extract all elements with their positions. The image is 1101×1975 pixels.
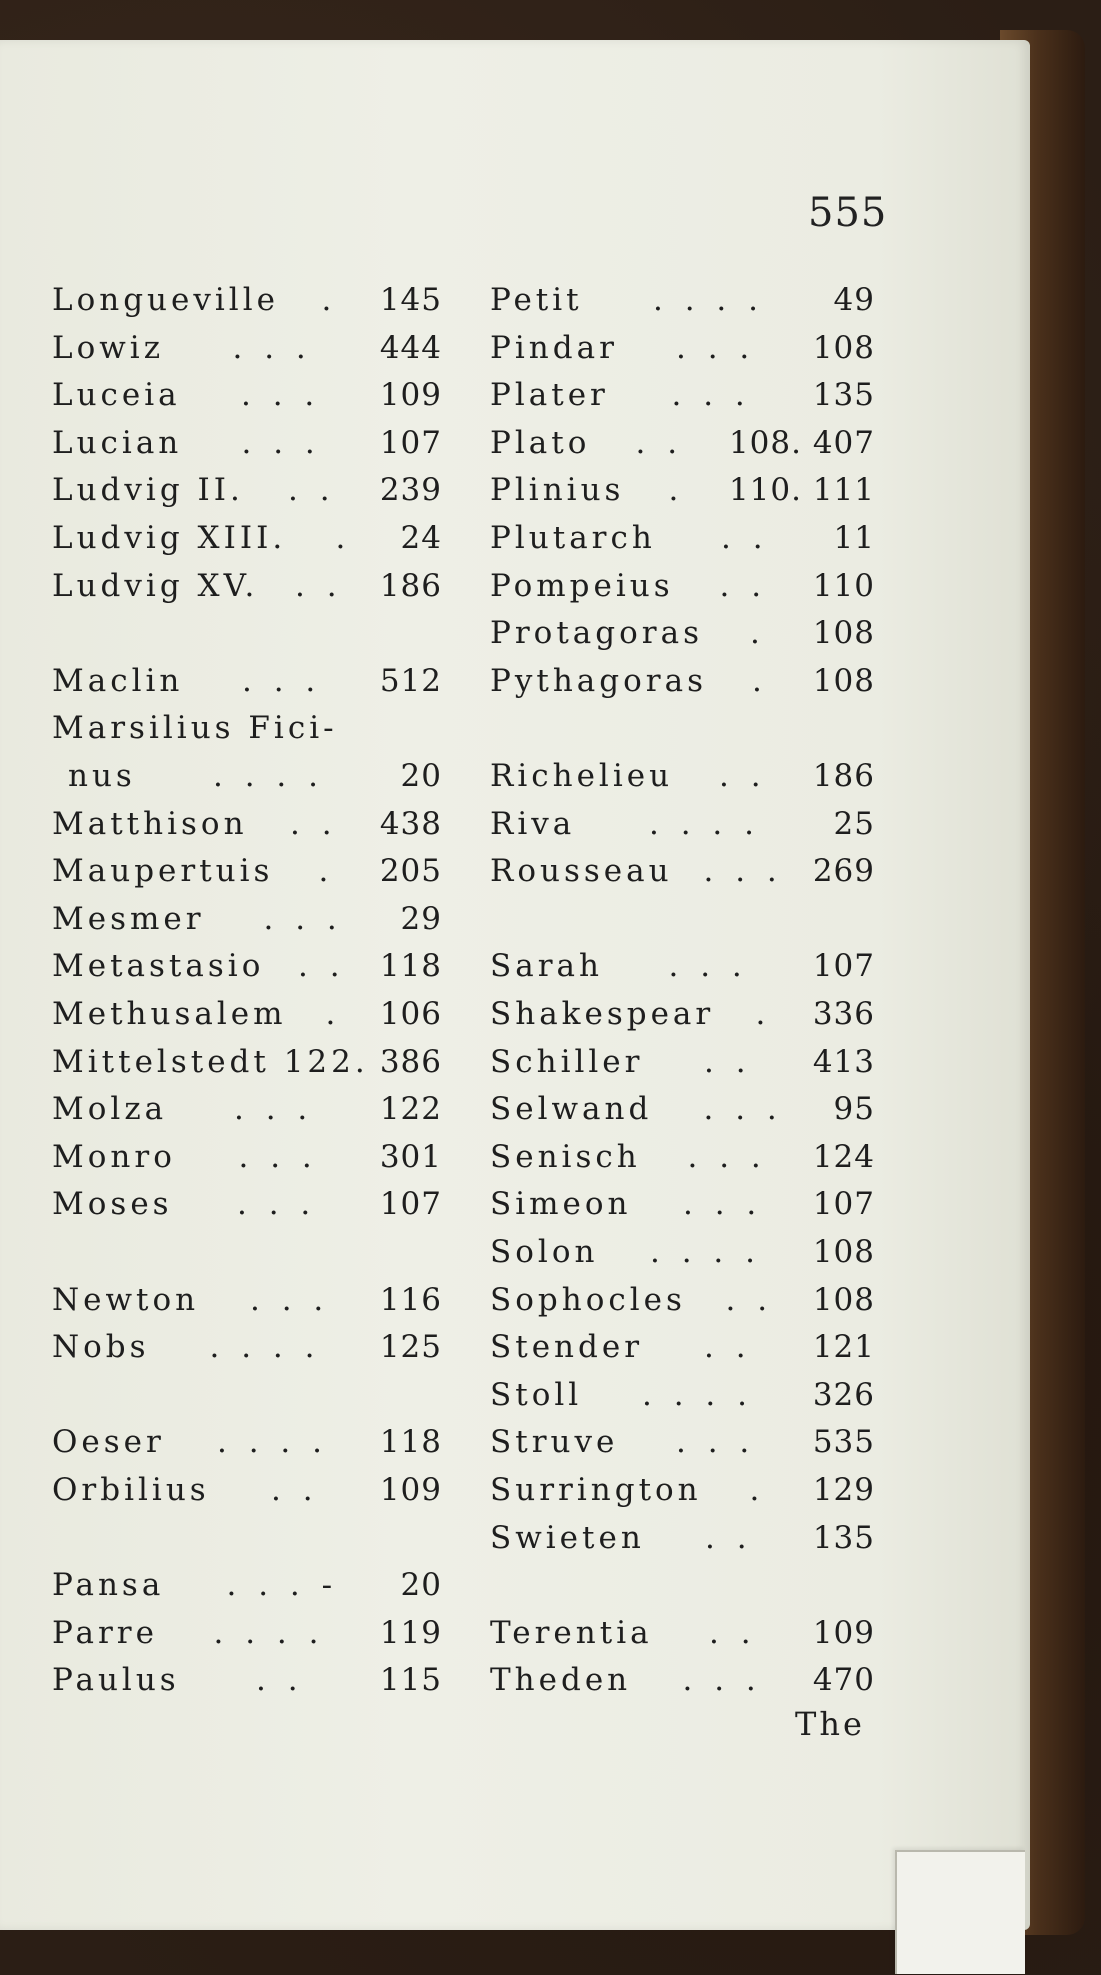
entry-name: Moses [52, 1186, 173, 1223]
index-entry [490, 520, 875, 566]
entry-name: Nobs [52, 1329, 150, 1366]
entry-name: Richelieu [490, 758, 674, 794]
entry-page-numbers: 125 [379, 1329, 442, 1366]
entry-leader-dots: . . . [682, 1662, 762, 1699]
index-entry [490, 806, 875, 852]
entry-name: Rousseau [490, 853, 673, 890]
index-entry [52, 1662, 442, 1708]
entry-name: Lucian [52, 424, 183, 461]
index-entry [490, 1520, 875, 1566]
catchword: The [795, 1705, 865, 1743]
entry-leader-dots: . [325, 996, 342, 1032]
index-entry [490, 1615, 875, 1661]
entry-leader-dots: . . [704, 1329, 752, 1366]
paper-repair-patch [895, 1850, 1025, 1974]
entry-leader-dots: . . . - [226, 1567, 339, 1604]
index-entry [52, 282, 442, 328]
entry-page-numbers: 29 [400, 900, 442, 937]
entry-leader-dots: . . . [241, 424, 321, 461]
index-entry [490, 425, 875, 471]
index-entry [490, 758, 875, 804]
index-entry [490, 1234, 875, 1280]
entry-page-numbers: 413 [812, 1043, 875, 1080]
entry-name: Plater [490, 377, 609, 414]
index-entry [490, 377, 875, 423]
entry-page-numbers: 20 [400, 1567, 442, 1604]
entry-page-numbers: 186 [379, 567, 442, 604]
entry-name: Theden [490, 1662, 632, 1699]
entry-page-numbers: 20 [400, 758, 442, 794]
entry-name: Marsilius Fici- [52, 710, 338, 747]
index-entry [490, 1044, 875, 1090]
entry-name: Petit [490, 282, 583, 318]
entry-page-numbers: 124 [812, 1138, 875, 1175]
entry-leader-dots: . [752, 662, 768, 699]
entry-leader-dots: . . [295, 567, 343, 604]
entry-name: Protagoras [490, 615, 703, 652]
entry-page-numbers: 118 [379, 1424, 442, 1461]
entry-page-numbers: 108 [812, 662, 875, 699]
entry-leader-dots: . . . . [209, 1329, 321, 1366]
entry-page-numbers: 444 [379, 329, 442, 366]
index-entry [52, 1139, 442, 1185]
index-entry [52, 568, 442, 614]
entry-leader-dots: . . . . [217, 1424, 328, 1461]
entry-name: Terentia [490, 1614, 653, 1651]
entry-leader-dots: . . . [232, 329, 312, 366]
index-entry [490, 330, 875, 376]
entry-leader-dots: . . . [242, 662, 322, 699]
entry-name: Selwand [490, 1091, 653, 1128]
entry-name: Pansa [52, 1567, 165, 1604]
index-entry [490, 1662, 875, 1708]
entry-leader-dots: . . . [683, 1186, 763, 1223]
entry-name: Surrington [490, 1472, 702, 1508]
index-entry [52, 1091, 442, 1137]
index-entry [490, 996, 875, 1042]
entry-page-numbers: 109 [379, 1472, 442, 1508]
entry-name: Ludvig II. [52, 472, 244, 509]
entry-leader-dots: . . . . [649, 805, 760, 842]
entry-name: Plinius [490, 472, 625, 509]
entry-leader-dots: . . . . [653, 282, 764, 318]
entry-name: Oeser [52, 1424, 165, 1461]
entry-page-numbers: 326 [812, 1376, 875, 1413]
entry-name: Pompeius [490, 567, 674, 604]
entry-name: Swieten [490, 1519, 645, 1556]
entry-name: Paulus [52, 1662, 180, 1699]
index-entry [52, 663, 442, 709]
index-entry [52, 1567, 442, 1613]
entry-page-numbers: 135 [812, 1519, 875, 1556]
entry-leader-dots: . . [719, 567, 768, 604]
entry-page-numbers: 108 [812, 1281, 875, 1318]
entry-leader-dots: . [750, 615, 766, 652]
index-entry [52, 1186, 442, 1232]
entry-page-numbers: 269 [812, 853, 875, 890]
index-entry [490, 1091, 875, 1137]
entry-name: Longueville [52, 282, 279, 318]
entry-leader-dots: . . . . [213, 1614, 325, 1651]
entry-leader-dots: . . . [671, 377, 751, 414]
entry-leader-dots: . . . . [642, 1376, 753, 1413]
entry-page-numbers: 95 [833, 1091, 875, 1128]
index-entry [52, 425, 442, 471]
entry-page-numbers: 109 [379, 377, 442, 414]
index-entry [52, 806, 442, 852]
entry-page-numbers: 110 [812, 567, 875, 604]
entry-leader-dots: . . . [238, 1138, 318, 1175]
index-entry [52, 1424, 442, 1470]
entry-name: Parre [52, 1614, 158, 1651]
entry-name: Molza [52, 1091, 168, 1128]
index-entry [52, 377, 442, 423]
entry-leader-dots: . . . [676, 1424, 756, 1461]
index-entry [490, 568, 875, 614]
entry-page-numbers: 205 [379, 853, 442, 890]
index-entry [490, 663, 875, 709]
entry-leader-dots: . . . . [213, 758, 324, 794]
entry-leader-dots: . . . [703, 853, 783, 890]
entry-name: Senisch [490, 1138, 641, 1175]
index-entry [52, 758, 442, 804]
index-entry [490, 853, 875, 899]
entry-page-numbers: 109 [812, 1614, 875, 1651]
index-entry [490, 1282, 875, 1328]
entry-name: Stender [490, 1329, 644, 1366]
entry-name: Pythagoras [490, 662, 707, 699]
entry-leader-dots: . . . [250, 1281, 330, 1318]
index-entry [52, 710, 442, 756]
entry-leader-dots: . . [704, 1043, 752, 1080]
index-entry [52, 1044, 442, 1090]
entry-name: Ludvig XV. [52, 567, 259, 604]
index-entry [52, 1472, 442, 1518]
index-entry [52, 520, 442, 566]
entry-name: Riva [490, 805, 576, 842]
entry-leader-dots: . . . . [650, 1234, 761, 1270]
entry-page-numbers: 107 [379, 424, 442, 461]
entry-leader-dots: . [335, 520, 352, 556]
entry-leader-dots: . . [256, 1662, 304, 1699]
entry-leader-dots: . . . [234, 1091, 314, 1128]
entry-name: Lowiz [52, 329, 165, 366]
entry-leader-dots: . . [705, 1519, 753, 1556]
entry-page-numbers: 24 [400, 520, 442, 556]
index-entry [52, 472, 442, 518]
entry-page-numbers: 121 [812, 1329, 875, 1366]
entry-page-numbers: 11 [833, 520, 875, 556]
entry-page-numbers: 135 [812, 377, 875, 414]
entry-name: Maupertuis [52, 853, 274, 890]
entry-page-numbers: 438 [379, 805, 442, 842]
index-entry [52, 853, 442, 899]
entry-leader-dots: . [749, 1472, 766, 1508]
entry-page-numbers: 49 [833, 282, 875, 318]
entry-name: Plutarch [490, 520, 656, 556]
entry-leader-dots: . . [290, 805, 338, 842]
index-entry [52, 901, 442, 947]
entry-name: Schiller [490, 1043, 644, 1080]
entry-name: Struve [490, 1424, 619, 1461]
entry-name: Matthison [52, 805, 248, 842]
index-entry [490, 1329, 875, 1375]
entry-name: Pindar [490, 329, 618, 366]
entry-page-numbers: 115 [379, 1662, 442, 1699]
index-entry [52, 1329, 442, 1375]
entry-page-numbers: 535 [812, 1424, 875, 1461]
index-entry [490, 1377, 875, 1423]
index-entry [490, 1139, 875, 1185]
entry-page-numbers: 108 [812, 615, 875, 652]
index-entry [490, 1424, 875, 1470]
entry-page-numbers: 470 [812, 1662, 875, 1699]
index-entry [52, 1282, 442, 1328]
entry-name: Metastasio [52, 948, 265, 985]
entry-leader-dots: . . . [237, 1186, 317, 1223]
entry-leader-dots: . . . [263, 900, 343, 937]
index-entry [490, 1472, 875, 1518]
entry-page-numbers: 239 [379, 472, 442, 509]
entry-name: Shakespear [490, 996, 715, 1032]
entry-leader-dots: . . . [676, 329, 756, 366]
entry-leader-dots: . . . [687, 1138, 767, 1175]
page-number: 555 [808, 190, 888, 236]
entry-leader-dots: . [755, 996, 772, 1032]
entry-name: Methusalem [52, 996, 287, 1032]
entry-page-numbers: 301 [379, 1138, 442, 1175]
entry-name: Orbilius [52, 1472, 210, 1508]
index-entry [490, 615, 875, 661]
index-entry [52, 1615, 442, 1661]
entry-name: Plato [490, 424, 591, 461]
entry-name: Stoll [490, 1376, 583, 1413]
entry-name: Mesmer [52, 900, 205, 937]
index-entry [490, 948, 875, 994]
entry-leader-dots: . . [288, 472, 336, 509]
entry-page-numbers: 122 [379, 1091, 442, 1128]
entry-name: Solon [490, 1234, 599, 1270]
entry-page-numbers: 107 [379, 1186, 442, 1223]
entry-name: Newton [52, 1281, 200, 1318]
entry-name: Monro [52, 1138, 176, 1175]
entry-name: nus [68, 758, 136, 794]
entry-page-numbers: 116 [379, 1281, 442, 1318]
entry-page-numbers: 108 [812, 1234, 875, 1270]
entry-name: Mittelstedt 122. [52, 1043, 369, 1080]
entry-leader-dots: . [321, 282, 338, 318]
book-page [0, 40, 1030, 1930]
entry-leader-dots: . . [709, 1614, 757, 1651]
index-entry [52, 948, 442, 994]
index-entry [52, 996, 442, 1042]
entry-leader-dots: . . . [668, 948, 748, 985]
entry-page-numbers: 106 [379, 996, 442, 1032]
entry-page-numbers: 118 [379, 948, 442, 985]
index-entry [490, 472, 875, 518]
entry-name: Sarah [490, 948, 603, 985]
entry-leader-dots: . [668, 472, 685, 509]
entry-page-numbers: 186 [812, 758, 875, 794]
index-entry [490, 282, 875, 328]
entry-leader-dots: . . [635, 424, 684, 461]
entry-leader-dots: . . . [241, 377, 321, 414]
entry-leader-dots: . . [298, 948, 346, 985]
entry-page-numbers: 129 [812, 1472, 875, 1508]
entry-page-numbers: 386 [379, 1043, 442, 1080]
entry-page-numbers: 110. 111 [728, 472, 875, 509]
entry-page-numbers: 512 [379, 662, 442, 699]
entry-page-numbers: 108. 407 [728, 424, 875, 461]
entry-leader-dots: . . [725, 1281, 774, 1318]
entry-page-numbers: 107 [812, 948, 875, 985]
entry-leader-dots: . . [721, 520, 769, 556]
index-entry [52, 330, 442, 376]
entry-page-numbers: 119 [379, 1614, 442, 1651]
entry-leader-dots: . . [719, 758, 767, 794]
entry-page-numbers: 145 [379, 282, 442, 318]
entry-page-numbers: 25 [833, 805, 875, 842]
entry-name: Maclin [52, 662, 184, 699]
entry-page-numbers: 336 [812, 996, 875, 1032]
index-entry [490, 1186, 875, 1232]
entry-leader-dots: . [318, 853, 335, 890]
entry-leader-dots: . . . [703, 1091, 783, 1128]
entry-leader-dots: . . [271, 1472, 319, 1508]
entry-name: Ludvig XIII. [52, 520, 287, 556]
entry-page-numbers: 108 [812, 329, 875, 366]
entry-name: Luceia [52, 377, 181, 414]
entry-name: Simeon [490, 1186, 632, 1223]
entry-page-numbers: 107 [812, 1186, 875, 1223]
entry-name: Sophocles [490, 1281, 686, 1318]
